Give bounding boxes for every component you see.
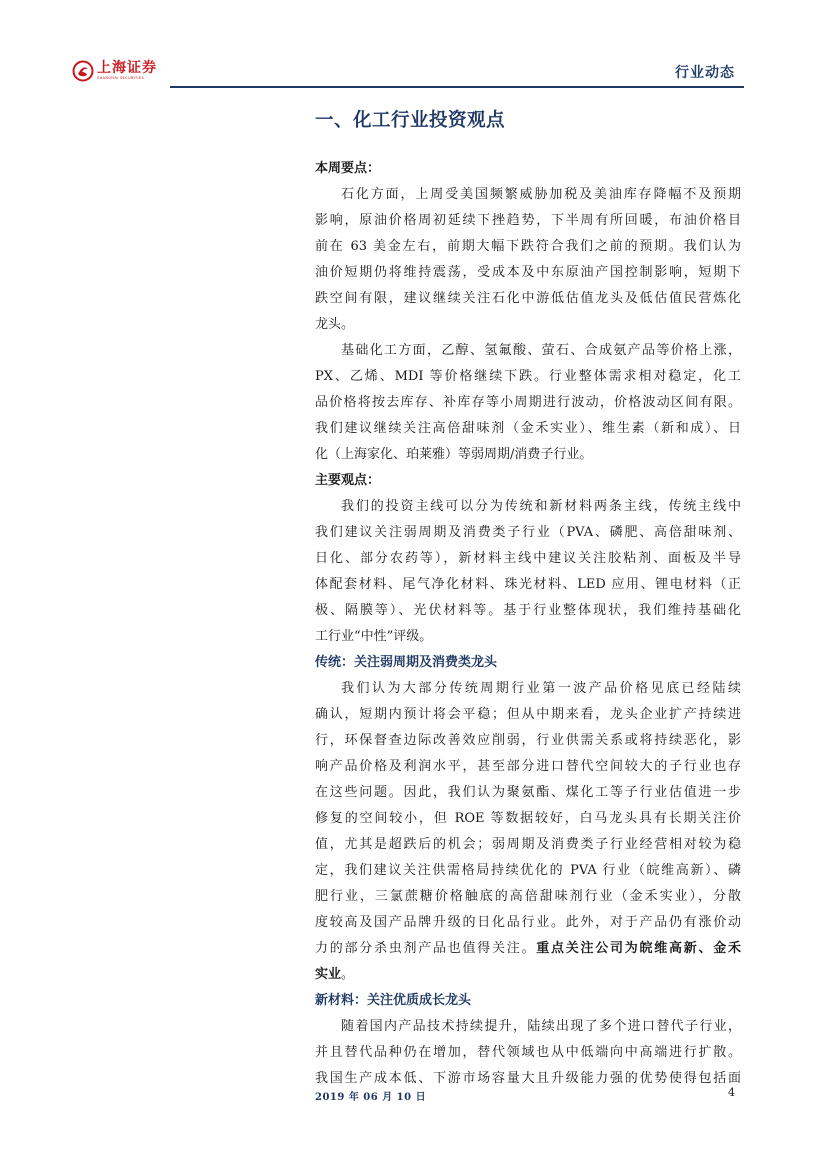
paragraph-basic-chemicals — [315, 338, 741, 468]
text-line: 度较高及国产品牌升级的日化品行业。此外，对于产品仍有涨价动 — [315, 915, 741, 930]
text-line: PX、乙烯、MDI 等价格继续下跌。行业整体需求相对稳定，化工 — [315, 369, 741, 384]
text-line: 肥行业，三氯蔗糖价格触底的高倍甜味剂行业（金禾实业），分散 — [315, 889, 741, 904]
logo-chinese-name: 上海证券 — [97, 60, 157, 76]
text-line: 修复的空间较小，但 ROE 等数据较好，白马龙头具有长期关注价 — [315, 811, 741, 826]
key-companies-emphasis-end: 实业 — [315, 967, 342, 982]
section-title: 一、化工行业投资观点 — [315, 110, 506, 131]
text-line: 前在 63 美金左右，前期大幅下跌符合我们之前的预期。我们认为 — [315, 239, 741, 254]
text-line: 我们建议关注弱周期及消费类子行业（PVA、磷肥、高倍甜味剂、 — [315, 525, 741, 540]
header-divider — [170, 86, 744, 88]
new-materials-heading: 新材料：关注优质成长龙头 — [315, 993, 472, 1008]
text-fragment: 力的部分杀虫剂产品也值得关注。 — [315, 941, 537, 956]
text-line: 工行业“中性”评级。 — [315, 629, 433, 644]
text-line: 确认，短期内预计将会平稳；但从中期来看，龙头企业扩产持续进 — [315, 707, 741, 722]
text-line: 极、隔膜等）、光伏材料等。基于行业整体现状，我们维持基础化 — [315, 603, 741, 618]
text-line: 随着国内产品技术持续提升，陆续出现了多个进口替代子行业， — [341, 1019, 741, 1034]
text-line-mixed — [315, 962, 741, 988]
weekly-highlights-heading: 本周要点： — [315, 161, 381, 176]
text-line: 跌空间有限，建议继续关注石化中游低估值龙头及低估值民营炼化 — [315, 291, 741, 306]
paragraph-investment-themes — [315, 494, 741, 650]
text-line: 我们认为大部分传统周期行业第一波产品价格见底已经陆续 — [341, 681, 741, 696]
text-line: 响产品价格及利润水平，甚至部分进口替代空间较大的子行业也存 — [315, 759, 741, 774]
paragraph-petrochemical — [315, 182, 741, 338]
text-line: 并且替代品种仍在增加，替代领域也从中低端向中高端进行扩散。 — [315, 1045, 741, 1060]
text-line: 影响，原油价格周初延续下挫趋势，下半周有所回暖，布油价格目 — [315, 213, 741, 228]
text-line: 龙头。 — [315, 317, 355, 332]
text-line: 基础化工方面，乙醇、氢氟酸、萤石、合成氨产品等价格上涨， — [341, 343, 741, 358]
logo-text — [97, 61, 157, 81]
text-line: 化（上海家化、珀莱雅）等弱周期/消费子行业。 — [315, 447, 593, 462]
key-companies-emphasis: 重点关注公司为皖维高新、金禾 — [536, 941, 741, 956]
document-type-label: 行业动态 — [675, 65, 735, 81]
report-body — [315, 104, 741, 1092]
traditional-heading: 传统：关注弱周期及消费类龙头 — [315, 655, 498, 670]
text-line: 在这些问题。因此，我们认为聚氨酯、煤化工等子行业估值进一步 — [315, 785, 741, 800]
page-number: 4 — [728, 1086, 735, 1099]
text-line: 我们的投资主线可以分为传统和新材料两条主线，传统主线中 — [341, 499, 741, 514]
logo-english-name: SHANGHAI SECURITIES — [97, 76, 145, 80]
text-fragment: 。 — [341, 967, 355, 982]
text-line: 品价格将按去库存、补库存等小周期进行波动，价格波动区间有限。 — [315, 395, 741, 410]
text-line-mixed — [315, 936, 741, 962]
paragraph-traditional — [315, 676, 741, 988]
text-line: 油价短期仍将维持震荡，受成本及中东原油产国控制影响，短期下 — [315, 265, 741, 280]
paragraph-new-materials — [315, 1014, 741, 1092]
text-line: 定，我们建议关注供需格局持续优化的 PVA 行业（皖维高新）、磷 — [315, 863, 741, 878]
text-line: 我国生产成本低、下游市场容量大且升级能力强的优势使得包括面 — [315, 1071, 741, 1086]
text-line: 石化方面，上周受美国频繁威胁加税及美油库存降幅不及预期 — [341, 187, 741, 202]
logo-emblem-icon — [72, 60, 94, 82]
text-line: 日化、部分农药等），新材料主线中建议关注胶粘剂、面板及半导 — [315, 551, 741, 566]
company-logo — [72, 60, 157, 82]
page-header — [0, 0, 827, 100]
footer-date: 2019 年 06 月 10 日 — [315, 1092, 427, 1103]
text-line: 我们建议继续关注高倍甜味剂（金禾实业）、维生素（新和成）、日 — [315, 421, 741, 436]
text-line: 值，尤其是超跌后的机会；弱周期及消费类子行业经营相对较为稳 — [315, 837, 741, 852]
text-line: 体配套材料、尾气净化材料、珠光材料、LED 应用、锂电材料（正 — [315, 577, 741, 592]
main-views-heading: 主要观点： — [315, 473, 381, 488]
text-line: 行，环保督查边际改善效应削弱，行业供需关系或将持续恶化，影 — [315, 733, 741, 748]
